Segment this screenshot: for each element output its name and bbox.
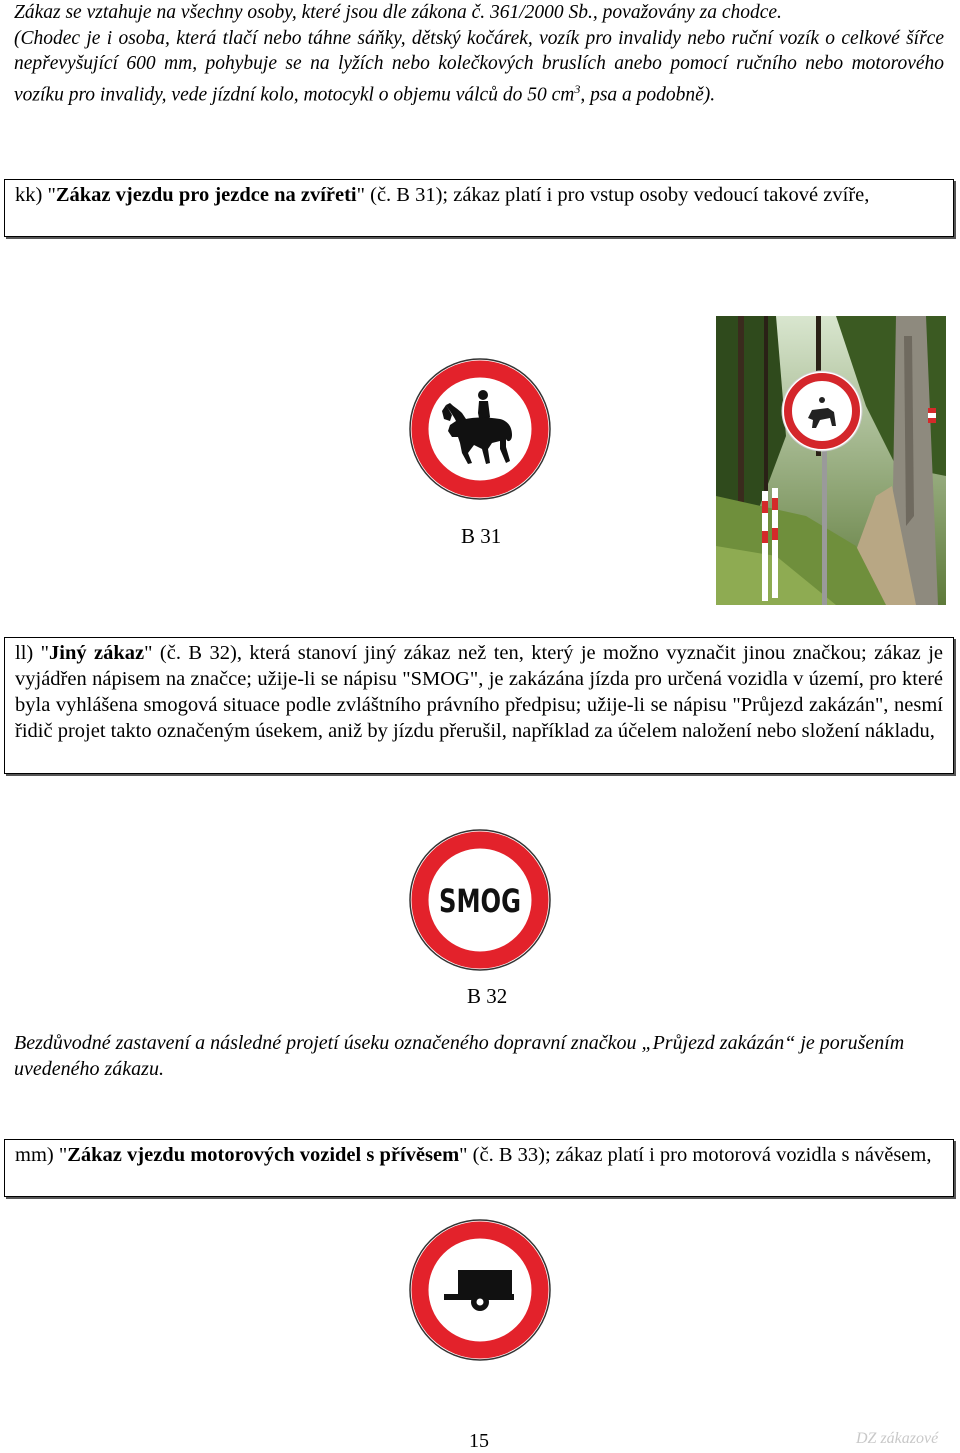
section-ll-note: Bezdůvodné zastavení a následné projetí úseku označeného dopravní značkou „Průjezd zakázán“ je porušením uvedeného zákazu. (14, 1032, 905, 1080)
intro-text: (Chodec je i osoba, která tlačí nebo táhne sáňky, dětský kočárek, vozík pro invalidy nebo ruční vozík o celkové šířce nepřevyšující 600 mm, pohybuje se na lyžích nebo kolečkových bruslích anebo pomocí ručního nebo motorového vozíku pro invalidy, vede jízdní kolo, motocykl o objemu válců do 50 cm (14, 27, 944, 105)
footer-watermark: DZ zákazové (856, 1430, 939, 1447)
forest-sign-photo (716, 316, 946, 605)
sign-b32-text: SMOG (439, 882, 521, 920)
section-kk-suffix: " (č. B 31); zákaz platí i pro vstup osoby vedoucí takové zvíře, (356, 184, 870, 206)
intro-paragraph (14, 0, 944, 108)
section-ll-title: Jiný zákaz (49, 642, 145, 664)
section-mm-title: Zákaz vjezdu motorových vozidel s přívěsem (67, 1144, 460, 1166)
section-kk-title: Zákaz vjezdu pro jezdce na zvířeti (55, 184, 357, 206)
intro-text-end: , psa a podobně). (580, 84, 716, 105)
sign-b33-trailer (408, 1218, 552, 1362)
section-mm-box (4, 1139, 954, 1197)
section-ll-suffix: " (č. B 32), která stanoví jiný zákaz než ten, který je možno vyznačit jinou značkou; zákaz je vyjádřen nápisem na značce; užije-li se nápisu "SMOG", je zakázána jízda pro určená vozidla v území, pro které byla vyhlášena smogová situace podle zvláštního právního předpisu; užije-li se nápisu "Průjezd zakázán", nesmí řidič projet takto označeným úsekem, aniž by jízdu přerušil, například za účelem naložení nebo složení nákladu, (15, 642, 943, 742)
section-mm-suffix: " (č. B 33); zákaz platí i pro motorová vozidla s návěsem, (459, 1144, 932, 1166)
intro-rest (14, 26, 944, 108)
section-ll-prefix: ll) " (15, 642, 50, 664)
section-ll-box (4, 637, 954, 774)
sign-b32-smog (408, 828, 552, 972)
section-mm-prefix: mm) " (15, 1144, 68, 1166)
section-kk-prefix: kk) " (15, 184, 56, 206)
sign-b31-caption: B 31 (461, 524, 502, 548)
intro-superscript: 3 (574, 81, 581, 96)
sign-b32-caption: B 32 (467, 984, 508, 1008)
sign-b31-horse-rider (408, 357, 552, 501)
section-kk-box (4, 179, 954, 237)
intro-line1: Zákaz se vztahuje na všechny osoby, které jsou dle zákona č. 361/2000 Sb., považovány za chodce. (14, 2, 782, 23)
page-number: 15 (469, 1430, 489, 1452)
